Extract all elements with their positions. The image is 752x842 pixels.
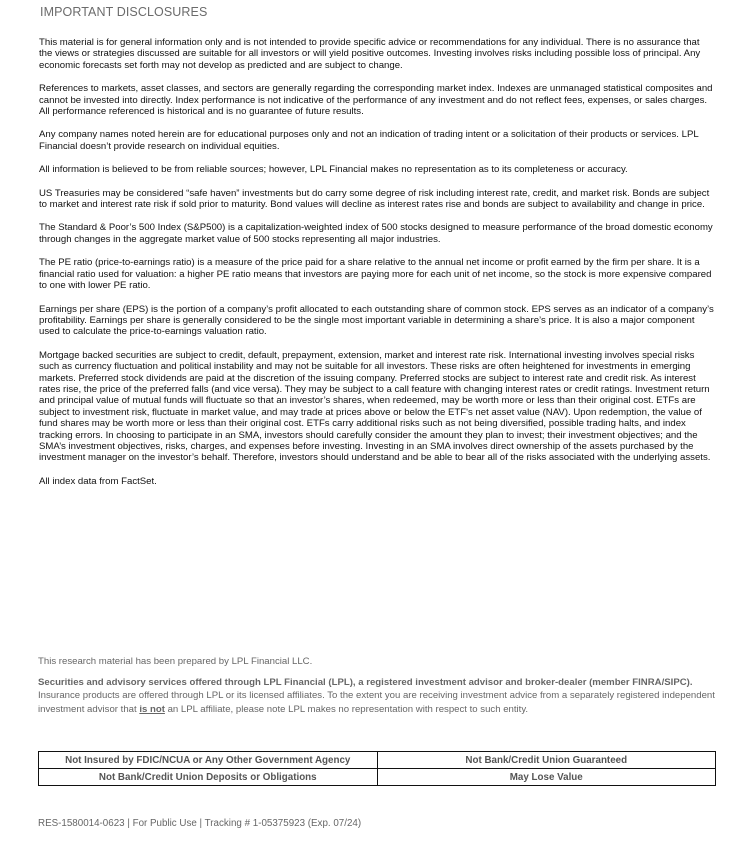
securities-underlined-text: is not: [139, 703, 165, 715]
disclaimer-row: [39, 752, 716, 769]
disclosure-paragraph: The PE ratio (price-to-earnings ratio) is a measure of the price paid for a share relative to the annual net income or profit earned by the firm per share. It is a financial ratio used for valuation: a higher PE ratio means that investors are paying more for each unit of net income, so the stock is more expensive compared to one with lower PE ratio.: [39, 257, 712, 292]
disclosure-paragraph: This material is for general information only and is not intended to provide specific advice or recommendations for any individual. There is no assurance that the views or strategies discussed are suitable for all investors or will yield positive outcomes. Investing involves risks including possible loss of principal. Any economic forecasts set forth may not develop as predicted and are subject to change.: [39, 37, 701, 71]
disclosure-paragraph: US Treasuries may be considered “safe haven” investments but do carry some degree of risk including interest rate, credit, and market risk. Bonds are subject to market and interest rate risk if sold prior to maturity. Bond values will decline as interest rates rise and bonds are subject to availability and change in price.: [39, 187, 710, 211]
disclaimer-cell: Not Insured by FDIC/NCUA or Any Other Government Agency: [39, 752, 378, 769]
disclosure-paragraph: Earnings per share (EPS) is the portion of a company’s profit allocated to each outstanding share of common stock. EPS serves as an indicator of a company’s profitability. Earnings per share is generally considered to be the single most important variable in determining a share’s price. It is also a major component used to calculate the price-to-earnings valuation ratio.: [39, 303, 714, 338]
securities-text-before: Insurance products are offered through LPL or its licensed affiliates. To the extent you are receiving investment advice from a separately registered independent investment advisor that: [38, 690, 715, 715]
tracking-footer: RES-1580014-0623 | For Public Use | Tracking # 1-05375923 (Exp. 07/24): [38, 818, 362, 829]
securities-text-after: an LPL affiliate, please note LPL makes no representation with respect to such entity.: [164, 703, 529, 715]
disclosure-paragraph: All information is believed to be from reliable sources; however, LPL Financial makes no representation as to its completeness or accuracy.: [39, 164, 628, 176]
page-title: IMPORTANT DISCLOSURES: [40, 5, 208, 19]
disclosure-paragraph: All index data from FactSet.: [39, 475, 157, 487]
disclosure-paragraph: Mortgage backed securities are subject to credit, default, prepayment, extension, market and interest rate risk. International investing involves special risks such as currency fluctuation and political instability and may not be suitable for all investors. These risks are often heightened for investments in emerging markets. Preferred stock dividends are paid at the discretion of the issuing company. Preferred stocks are subject to interest rate and credit risk. As interest rates rise, the price of the preferred falls (and vice versa). They may be subject to a call feature with changing interest rates or credit ratings. Investment return and principal value of mutual funds will fluctuate so that an investor’s shares, when redeemed, may be worth more or less than their original cost. ETFs are subject to investment risk, fluctuate in market value, and may trade at prices above or below the ETF's net asset value (NAV). Upon redemption, the value of fund shares may be worth more or less than their original cost. ETFs carry additional risks such as not being diversified, possible trading halts, and index tracking errors. In choosing to participate in an SMA, investors should carefully consider the amount they plan to invest; their investment objectives; and the SMA’s investment objectives, risks, charges, and expenses before investing. Investing in an SMA involves direct ownership of the assets purchased by the investment manager on the investor’s behalf. Therefore, investors should understand and be able to bear all of the risks associated with the underlying assets.: [39, 349, 711, 464]
securities-statement: [38, 676, 716, 716]
disclaimer-cell: Not Bank/Credit Union Guaranteed: [377, 752, 716, 769]
disclaimer-row: [39, 769, 716, 786]
securities-bold-text: Securities and advisory services offered through LPL Financial (LPL), a registered investment advisor and broker-dealer (member FINRA/SIPC).: [38, 677, 693, 688]
disclosure-paragraph: Any company names noted herein are for educational purposes only and not an indication of trading intent or a solicitation of their products or services. LPL Financial doesn’t provide research on individual equities.: [39, 129, 699, 152]
disclaimer-cell: May Lose Value: [377, 769, 716, 786]
disclosure-body: [39, 37, 715, 499]
prepared-by-note: This research material has been prepared by LPL Financial LLC.: [38, 656, 313, 667]
disclaimer-cell: Not Bank/Credit Union Deposits or Obligations: [39, 769, 378, 786]
disclaimer-table: [38, 751, 716, 786]
disclosure-paragraph: References to markets, asset classes, and sectors are generally regarding the corresponding market index. Indexes are unmanaged statistical composites and cannot be invested into directly. Index performance is not indicative of the performance of any investment and do not reflect fees, expenses, or sales charges. All performance referenced is historical and is no guarantee of future results.: [39, 83, 713, 118]
disclosure-paragraph: The Standard & Poor’s 500 Index (S&P500) is a capitalization-weighted index of 500 stocks designed to measure performance of the broad domestic economy through changes in the aggregate market value of 500 stocks representing all major industries.: [39, 222, 713, 245]
